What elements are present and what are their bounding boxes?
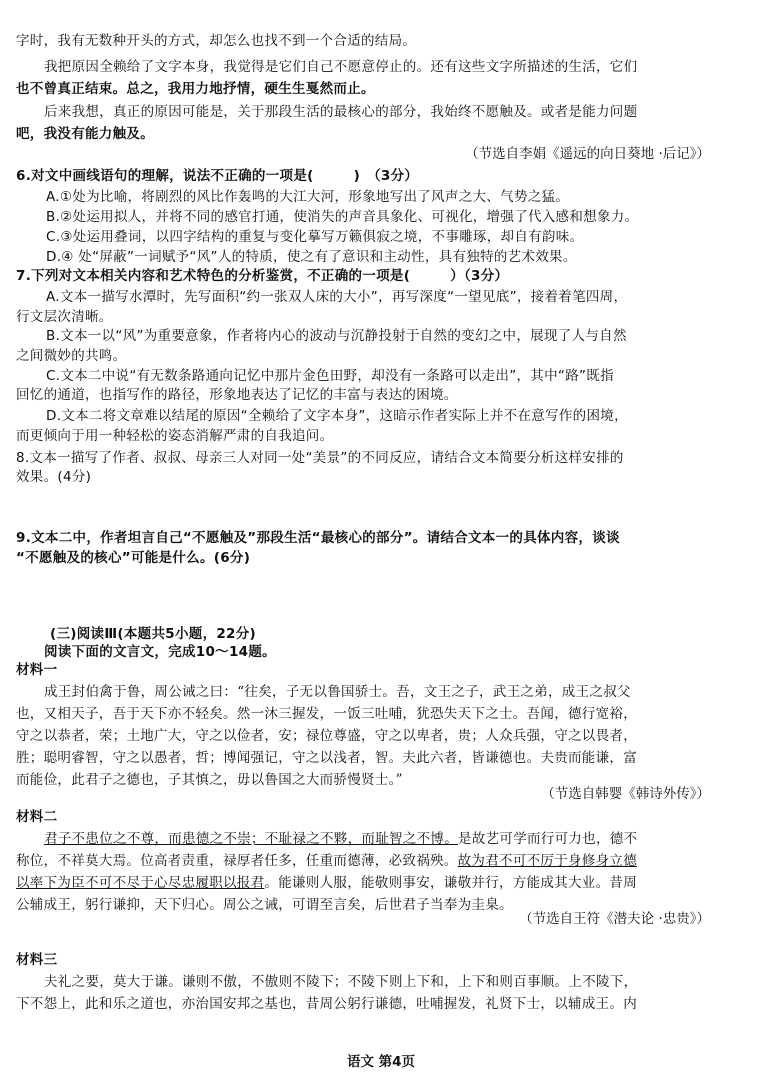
question-6-option-c: C.③处运用叠词，以四字结构的重复与变化摹写万籁俱寂之境，不事雕琢，却自有韵味。 [46,229,584,245]
material-3-line: 夫礼之要，莫大于谦。谦则不傲，不傲则不陵下；不陵下则上下和，上下和则百事顺。上不陵下， [44,974,638,990]
material-1-line: 守之以恭者，荣；土地广大，守之以俭者，安；禄位尊盛，守之以卑者，贵；人众兵强，守之以畏者， [16,728,637,744]
question-9-stem: 9.文本二中，作者坦言自己“不愿触及”那段生活“最核心的部分”。请结合文本一的具体内容，谈谈 [16,530,620,546]
material-3-line: 下不怨上，此和乐之道也，亦治国安邦之基也，昔周公躬行谦德，吐哺握发，礼贤下士，以辅成王。内 [16,996,637,1012]
underlined-sentence: 以率下为臣不可不尽于心尽忠履职以报君 [16,875,265,891]
section-title: (三)阅读Ⅲ(本题共5小题，22分) [50,626,257,642]
material-2-line: 以率下为臣不可不尽于心尽忠履职以报君。能谦则人服，能敬则事安，谦敬并行，方能成其大业。昔周 [16,875,638,891]
passage-line: 吧，我没有能力触及。 [16,126,154,142]
material-1-line: 成王封伯禽于鲁，周公诫之曰：“往矣，子无以鲁国骄士。吾，文王之子，武王之弟，成王之叔父 [44,684,631,700]
material-1-source: （节选自韩婴《韩诗外传》） [541,786,710,802]
material-2-line: 君子不患位之不尊，而患德之不崇；不耻禄之不夥，而耻智之不博。是故艺可学而行可力也，德不 [44,831,638,847]
passage-line: 后来我想，真正的原因可能是，关于那段生活的最核心的部分，我始终不愿触及。或者是能力问题 [44,104,638,120]
material-1-line: 胜；聪明睿智，守之以愚者，哲；博闻强记，守之以浅者，智。夫此六者，皆谦德也。夫贵而能谦，富 [16,750,637,766]
passage-line: 我把原因全赖给了文字本身，我觉得是它们自己不愿意停止的。还有这些文字所描述的生活，它们 [44,59,638,75]
question-8-stem: 8.文本一描写了作者、叔叔、母亲三人对同一处“美景”的不同反应，请结合文本简要分析这样安排的 [16,450,624,466]
passage-line: 字时，我有无数种开头的方式，却怎么也找不到一个合适的结局。 [16,33,417,49]
underlined-sentence: 君子不患位之不尊，而患德之不崇；不耻禄之不夥，而耻智之不博。 [44,831,458,847]
material-2-line: 称位，不祥莫大焉。位高者责重，禄厚者任多，任重而德薄，必致祸殃。故为君不可不厉于身修身立德 [16,853,638,869]
page-footer: 语文 第4页 [346,1054,416,1070]
material-2-line: 公辅成王，躬行谦抑，天下归心。周公之诫，可谓至言矣，后世君子当奉为圭臬。 [16,897,513,913]
question-7-option-c-cont: 回忆的通道，也指写作的路径，形象地表达了记忆的丰富与表达的困境。 [16,387,458,403]
question-7-option-c: C.文本二中说“有无数条路通向记忆中那片金色田野，却没有一条路可以走出”，其中“路”既指 [46,368,614,384]
material-1-line: 也，又相天子，吾于天下亦不轻矣。然一沐三握发，一饭三吐哺，犹恐失天下之士。吾闻，德行宽裕， [16,706,637,722]
material-3-label: 材料三 [16,952,58,968]
question-7-option-b-cont: 之间微妙的共鸣。 [16,348,127,364]
question-8-stem-cont: 效果。(4分) [16,469,92,485]
question-6-option-b: B.②处运用拟人，并将不同的感官打通，使消失的声音具象化、可视化，增强了代入感和想象力。 [46,209,639,225]
question-7-option-a-cont: 行文层次清晰。 [16,309,113,325]
underlined-sentence: 故为君不可不厉于身修身立德 [457,853,638,869]
question-7-option-d: D.文本二将文章难以结尾的原因“全赖给了文字本身”，这暗示作者实际上并不在意写作的困境， [46,408,628,424]
question-7-option-b: B.文本一以“风”为重要意象，作者将内心的波动与沉静投射于自然的变幻之中，展现了人与自然 [46,328,627,344]
section-instruction: 阅读下面的文言文，完成10～14题。 [44,644,276,660]
question-6-stem: 6.对文中画线语句的理解，说法不正确的一项是( ) （3分） [16,168,419,184]
question-6-option-a: A.①处为比喻，将剧烈的风比作轰鸣的大江大河，形象地写出了风声之大、气势之猛。 [46,189,570,205]
material-1-line: 而能俭，此君子之德也，子其慎之，毋以鲁国之大而骄慢贤士。” [16,772,403,788]
question-7-option-a: A.文本一描写水潭时，先写面积“约一张双人床的大小”，再写深度“一望见底”，接着着笔四周， [46,289,628,305]
material-2-source: （节选自王符《潜夫论 ·忠贵》） [519,911,710,927]
question-6-option-d: D.④ 处“屏蔽”一词赋予“风”人的特质，使之有了意识和主动性，具有独特的艺术效果。 [46,249,577,265]
material-2-label: 材料二 [16,809,58,825]
question-7-stem: 7.下列对文本相关内容和艺术特色的分析鉴赏，不正确的一项是( ）（3分） [16,268,509,284]
question-9-stem-cont: “不愿触及的核心”可能是什么。(6分) [16,550,251,566]
passage-source: （节选自李娟《遥远的向日葵地 ·后记》） [465,146,710,162]
passage-line: 也不曾真正结束。总之，我用力地抒情，硬生生戛然而止。 [16,81,375,97]
question-7-option-d-cont: 而更倾向于用一种轻松的姿态消解严肃的自我追问。 [16,428,334,444]
material-1-label: 材料一 [16,662,58,678]
